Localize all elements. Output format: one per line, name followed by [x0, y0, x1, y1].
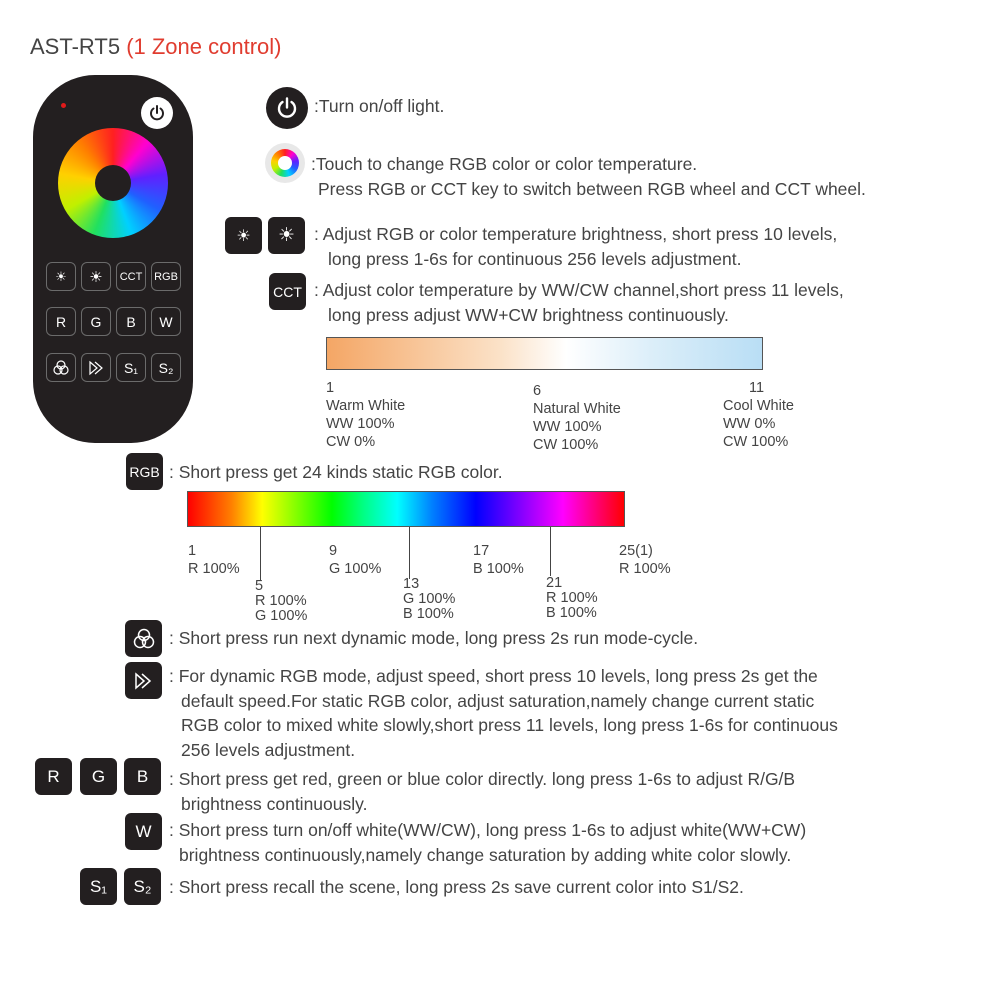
w-description-line1: : Short press turn on/off white(WW/CW), long press 1-6s to adjust white(WW+CW) [169, 820, 807, 840]
brightness-icon: ☀ [236, 227, 251, 245]
rgb-label-25 [619, 542, 671, 578]
rgb-level-value: G 100% [255, 608, 308, 624]
rgb-level-value: G 100% [329, 561, 382, 577]
rgb-label-17 [473, 542, 524, 578]
remote-power-button[interactable] [141, 97, 173, 129]
remote-brightness-down-button[interactable] [46, 262, 76, 291]
rgb-keys-description-line2: brightness continuously. [181, 794, 368, 814]
rgb-tick-13 [409, 527, 410, 579]
rgb-level-number: 21 [546, 575, 563, 591]
cct-gradient-bar [326, 337, 763, 370]
remote-brightness-up-button[interactable] [81, 262, 111, 291]
rgb-gradient-bar [187, 491, 625, 527]
brightness-icon: ☀ [55, 268, 67, 284]
cct-level-ww: WW 100% [326, 416, 395, 432]
cct-label-6 [533, 382, 621, 454]
legend-rgb-key: RGB [126, 453, 163, 490]
rgb-level-number: 25(1) [619, 543, 653, 559]
remote-cct-button[interactable] [116, 262, 146, 291]
rgb-level-value: B 100% [403, 606, 454, 622]
page-title [30, 34, 281, 60]
cct-level-number: 11 [749, 380, 765, 396]
remote-g-button[interactable] [81, 307, 111, 336]
remote-b-button[interactable] [116, 307, 146, 336]
speed-description-line4: 256 levels adjustment. [181, 740, 356, 760]
rgb-level-value: G 100% [403, 591, 456, 607]
speed-description-line3: RGB color to mixed white slowly,short press 11 levels, long press 1-6s for continuous [181, 715, 838, 735]
wheel-center [95, 165, 131, 201]
remote-s1-button[interactable] [116, 353, 146, 382]
scene-description: : Short press recall the scene, long press 2s save current color into S1/S2. [169, 877, 744, 897]
remote-rgb-label: RGB [154, 270, 178, 283]
legend-r-key: R [35, 758, 72, 795]
wheel-description-line1: :Touch to change RGB color or color temperature. [311, 154, 698, 174]
legend-brightness-down-key [225, 217, 262, 254]
legend-s2-key: S₂ [124, 868, 161, 905]
led-indicator [61, 103, 66, 108]
cct-level-number: 1 [326, 380, 335, 396]
remote-b-label: B [126, 313, 136, 330]
remote-w-label: W [159, 313, 173, 330]
rgb-level-number: 9 [329, 543, 338, 559]
legend-s1-key: S₁ [80, 868, 117, 905]
cct-label-1 [326, 379, 405, 451]
legend-mode-key [125, 620, 162, 657]
cct-level-cw: CW 0% [326, 434, 376, 450]
cct-level-cw: CW 100% [533, 437, 599, 453]
rgb-keys-description-line1: : Short press get red, green or blue color directly. long press 1-6s to adjust R/G/B [169, 769, 796, 789]
cct-level-ww: WW 100% [533, 419, 602, 435]
legend-brightness-up-key [268, 217, 305, 254]
cct-level-name: Cool White [723, 398, 794, 414]
brightness-description-line2: long press 1-6s for continuous 256 levels adjustment. [328, 249, 742, 269]
color-wheel-icon [265, 143, 305, 183]
legend-cct-key: CCT [269, 273, 306, 310]
mode-icon [132, 627, 156, 651]
legend-b-key: B [124, 758, 161, 795]
mode-description: : Short press run next dynamic mode, long press 2s run mode-cycle. [169, 628, 699, 648]
remote-s1-label: S₁ [123, 359, 139, 376]
rgb-label-13 [403, 577, 455, 622]
remote-r-button[interactable] [46, 307, 76, 336]
rgb-level-value: B 100% [473, 561, 524, 577]
cct-level-cw: CW 100% [723, 434, 789, 450]
cct-level-ww: WW 0% [723, 416, 776, 432]
cct-level-name: Warm White [326, 398, 406, 414]
legend-power-button [266, 87, 308, 129]
speed-icon [132, 669, 156, 693]
remote-s2-button[interactable] [151, 353, 181, 382]
power-description: :Turn on/off light. [314, 96, 445, 116]
w-description-line2: brightness continuously,namely change saturation by adding white color slowly. [179, 845, 792, 865]
model-name: AST-RT5 [30, 34, 121, 59]
legend-speed-key [125, 662, 162, 699]
rgb-level-number: 1 [188, 543, 197, 559]
rgb-level-value: R 100% [546, 590, 598, 606]
rgb-tick-5 [260, 527, 261, 581]
rgb-label-1 [188, 542, 240, 578]
rgb-label-9 [329, 542, 381, 578]
rgb-description: : Short press get 24 kinds static RGB color. [169, 462, 503, 482]
cct-description-line2: long press adjust WW+CW brightness continuously. [328, 305, 729, 325]
remote-mode-button[interactable] [46, 353, 76, 382]
rgb-label-5 [255, 579, 307, 624]
rgb-level-value: R 100% [619, 561, 671, 577]
brightness-description-line1: : Adjust RGB or color temperature brightness, short press 10 levels, [314, 224, 838, 244]
remote-cct-label: CCT [119, 270, 143, 283]
speed-icon [87, 359, 105, 377]
wheel-description-line2: Press RGB or CCT key to switch between RGB wheel and CCT wheel. [318, 179, 866, 199]
brightness-icon: ☀ [89, 268, 103, 286]
remote-speed-button[interactable] [81, 353, 111, 382]
speed-description-line2: default speed.For static RGB color, adjust saturation,namely change current static [181, 691, 815, 711]
speed-description-line1: : For dynamic RGB mode, adjust speed, short press 10 levels, long press 2s get the [169, 666, 818, 686]
remote-control [33, 75, 193, 443]
rgb-level-value: B 100% [546, 605, 597, 621]
zone-label: (1 Zone control) [126, 34, 282, 59]
power-icon [274, 95, 300, 121]
legend-g-key: G [80, 758, 117, 795]
remote-g-label: G [90, 313, 102, 330]
remote-color-wheel[interactable] [58, 128, 168, 238]
rgb-label-21 [546, 576, 598, 621]
rgb-level-number: 5 [255, 578, 264, 594]
power-icon [147, 103, 167, 123]
cct-description-line1: : Adjust color temperature by WW/CW channel,short press 11 levels, [314, 280, 844, 300]
rgb-level-value: R 100% [188, 561, 240, 577]
cct-level-number: 6 [533, 383, 542, 399]
rgb-level-number: 13 [403, 576, 420, 592]
cct-level-name: Natural White [533, 401, 621, 417]
rgb-level-value: R 100% [255, 593, 307, 609]
legend-w-key: W [125, 813, 162, 850]
remote-w-button[interactable] [151, 307, 181, 336]
rgb-level-number: 17 [473, 543, 490, 559]
brightness-icon: ☀ [277, 225, 296, 246]
cct-label-11 [723, 379, 794, 451]
rgb-tick-21 [550, 527, 551, 576]
remote-s2-label: S₂ [158, 359, 174, 376]
remote-r-label: R [55, 313, 67, 330]
mode-icon [52, 359, 70, 377]
remote-rgb-button[interactable] [151, 262, 181, 291]
